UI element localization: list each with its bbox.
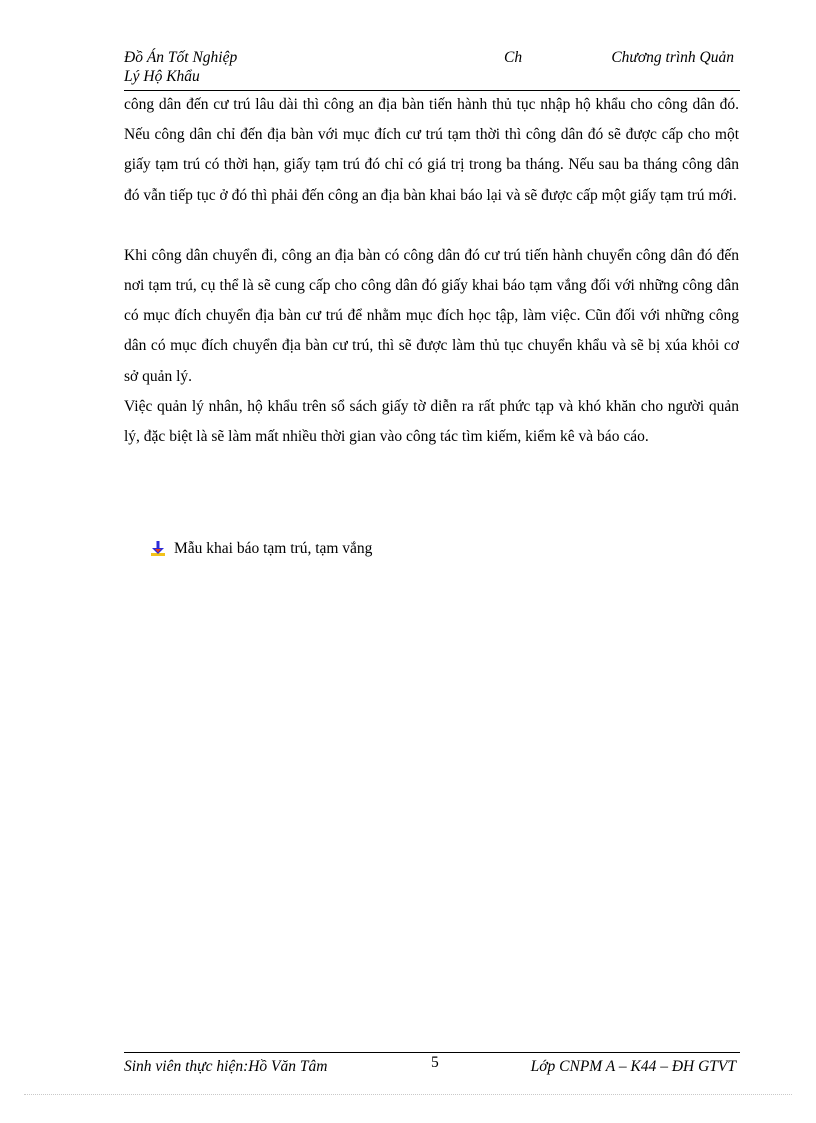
header-document-title-continued: Lý Hộ Khẩu [124, 68, 200, 85]
header-chapter-label: Ch [504, 49, 523, 66]
footer-author: Sinh viên thực hiện:Hồ Văn Tâm [124, 1058, 328, 1075]
paragraph-paper-management: Việc quản lý nhân, hộ khẩu trên sổ sách giấy tờ diễn ra rất phức tạp và khó khăn cho người quản lý, đặc biệt là sẽ làm mất nhiều thời gian vào công tác tìm kiếm, kiểm kê và báo cáo. [124, 397, 739, 446]
paragraph-temporary-residence: công dân đến cư trú lâu dài thì công an địa bàn tiến hành thủ tục nhập hộ khẩu cho công dân đó. Nếu công dân chỉ đến địa bàn với mục đích cư trú tạm thời thì công dân đó sẽ được cấp cho một giấy tạm trú có thời hạn, giấy tạm trú đó chỉ có giá trị trong ba tháng. Nếu sau ba tháng công dân đó vẫn tiếp tục ở đó thì phải đến công an địa bàn khai báo lại và sẽ được cấp một giấy tạm trú mới. [124, 96, 739, 204]
bullet-item [148, 537, 372, 561]
bullet-text: Mẫu khai báo tạm trú, tạm vắng [174, 540, 373, 557]
page-bottom-border [24, 1094, 792, 1095]
paragraph-spacer [124, 211, 739, 241]
header-document-title: Đồ Án Tốt Nghiệp [124, 49, 238, 66]
paragraph-moving-out: Khi công dân chuyển đi, công an địa bàn có công dân đó cư trú tiến hành chuyển công dân đó đến nơi tạm trú, cụ thể là sẽ cung cấp cho công dân đó giấy khai báo tạm vắng đối với những công dân có mục đích chuyển địa bàn cư trú để nhằm mục đích học tập, làm việc. Cũn đối với những công dân có mục đích chuyển địa bàn cư trú, thì sẽ được làm thủ tục chuyển khẩu và sẽ bị xúa khỏi cơ sở quản lý. [124, 246, 739, 385]
page-header [124, 48, 740, 92]
header-program-title: Chương trình Quản [611, 49, 734, 66]
page-footer [124, 1054, 740, 1078]
page-number: 5 [431, 1054, 439, 1071]
footer-class-info: Lớp CNPM A – K44 – ĐH GTVT [530, 1058, 736, 1075]
main-content [124, 90, 739, 452]
arrow-down-bullet-icon [148, 539, 168, 559]
